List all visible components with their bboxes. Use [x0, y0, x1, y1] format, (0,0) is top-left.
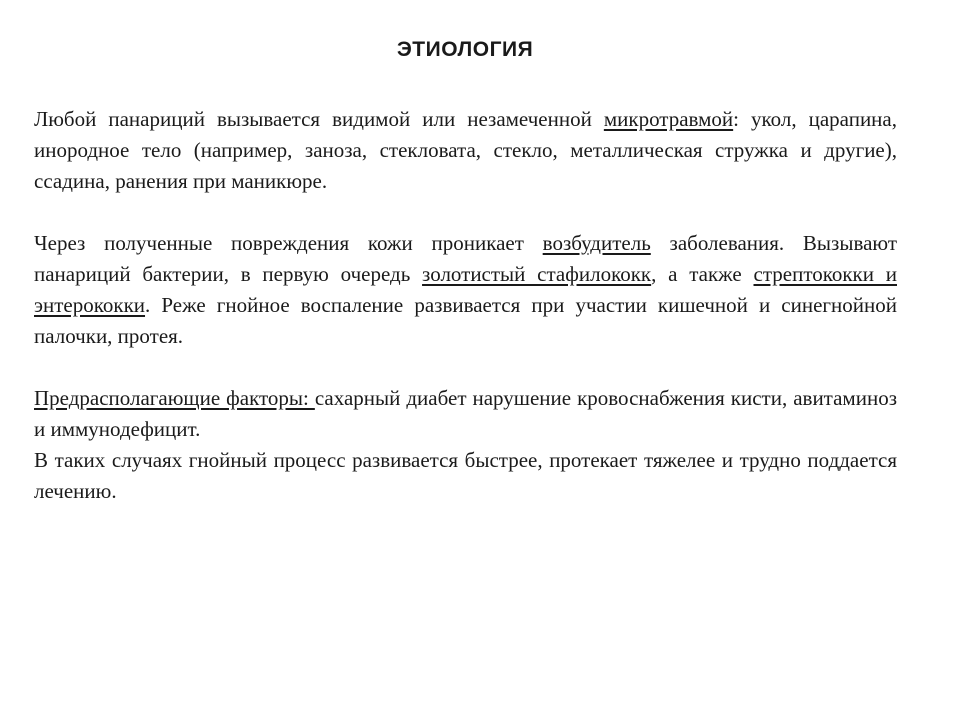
term-microtrauma: микротравмой	[603, 107, 734, 131]
term-staphylococcus: золотистый стафилококк	[422, 262, 652, 286]
p3-text-1: сахарный диабет нарушение кровоснабжения кисти, авитаминоз и иммунодефицит.	[34, 386, 897, 441]
p2-text-1: Через полученные повреждения кожи проникает	[34, 231, 543, 255]
paragraph-gap	[34, 352, 897, 383]
p4-text-1: В таких случаях гнойный процесс развивается быстрее, протекает тяжелее и трудно поддается лечению.	[34, 448, 897, 503]
paragraph-microtrauma	[34, 104, 897, 197]
slide-title: ЭТИОЛОГИЯ	[396, 38, 534, 61]
paragraph-gap	[34, 197, 897, 228]
term-predisposing-factors: Предрасполагающие факторы:	[34, 386, 315, 410]
paragraph-consequences	[34, 445, 897, 507]
p1-text-1: Любой панариций вызывается видимой или незамеченной	[34, 107, 604, 131]
paragraph-pathogen	[34, 228, 897, 352]
paragraph-factors	[34, 383, 897, 445]
p1-text-2: : укол, царапина, инородное тело (например, заноза, стекловата, стекло, металлическая стружка и другие), ссадина, ранения при маникюре.	[34, 107, 897, 193]
p2-text-3: , а также	[651, 262, 754, 286]
term-streptococci: стрептококки и энтерококки	[34, 262, 897, 317]
slide-body	[34, 104, 897, 507]
p2-text-2: заболевания. Вызывают панариций бактерии, в первую очередь	[34, 231, 897, 286]
term-pathogen: возбудитель	[542, 231, 651, 255]
p2-text-4: . Реже гнойное воспаление развивается при участии кишечной и синегнойной палочки, протея.	[34, 293, 897, 348]
